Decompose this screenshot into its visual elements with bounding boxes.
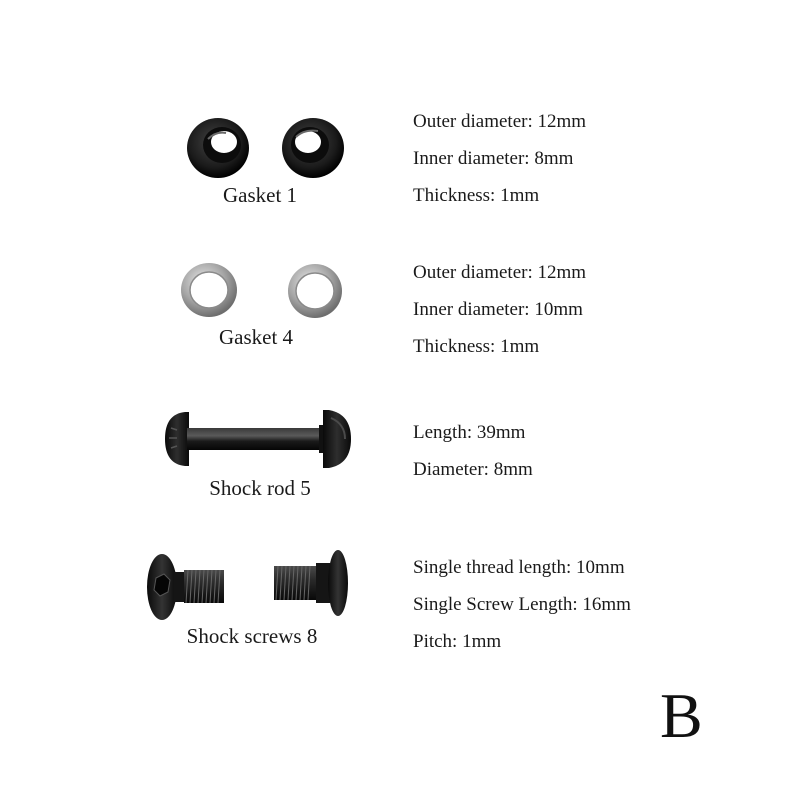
spec-line: Inner diameter: 8mm xyxy=(413,148,574,169)
shock-rod-icon xyxy=(163,408,355,470)
spec-line: Thickness: 1mm xyxy=(413,336,540,357)
black-flanged-gasket-icon xyxy=(186,117,346,181)
part-label: Shock rod 5 xyxy=(209,476,311,500)
spec-line: Outer diameter: 12mm xyxy=(413,262,587,283)
part-label: Gasket 4 xyxy=(218,325,294,349)
spec-list xyxy=(413,110,586,221)
part-label: Shock screws 8 xyxy=(186,624,318,648)
spec-list xyxy=(413,421,533,495)
spec-line: Single Screw Length: 16mm xyxy=(413,594,631,615)
spec-line: Thickness: 1mm xyxy=(413,185,540,206)
spec-line: Inner diameter: 10mm xyxy=(413,299,583,320)
spec-line: Single thread length: 10mm xyxy=(413,557,625,578)
shock-screw-icon xyxy=(146,550,351,624)
spec-list xyxy=(413,261,586,372)
spec-line: Length: 39mm xyxy=(413,422,526,443)
spec-line: Diameter: 8mm xyxy=(413,459,533,480)
part-label: Gasket 1 xyxy=(222,183,298,207)
silver-washer-icon xyxy=(180,262,345,320)
spec-line: Outer diameter: 12mm xyxy=(413,111,587,132)
spec-list xyxy=(413,556,631,667)
corner-letter: B xyxy=(660,680,703,751)
spec-line: Pitch: 1mm xyxy=(413,631,502,652)
